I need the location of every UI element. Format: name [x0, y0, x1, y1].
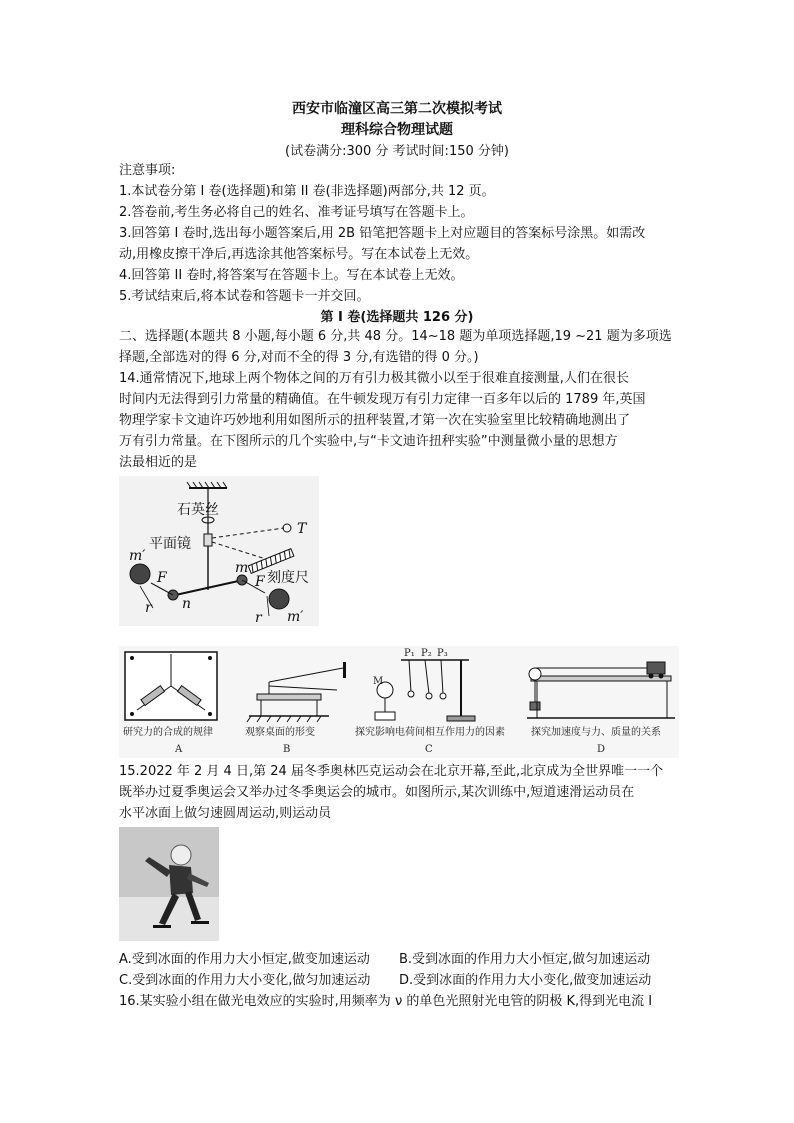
note-item: 5.考试结束后,将本试卷和答题卡一并交回。 — [119, 289, 370, 304]
option-d-caption: 探究加速度与力、质量的关系 — [531, 727, 661, 738]
section-instructions: 二、选择题(本题共 8 小题,每小题 6 分,共 48 分。14~18 题为单项选择题,19 ~21 题为多项选 — [119, 329, 672, 344]
option-b-letter: B — [283, 744, 291, 755]
option-a-letter: A — [175, 744, 183, 755]
question-15-text: 既举办过夏季奥运会又举办过冬季奥运会的城市。如图所示,某次训练中,短道速滑运动员在 — [119, 785, 635, 800]
question-14-text: 万有引力常量。在下图所示的几个实验中,与“卡文迪许扭秤实验”中测量微小量的思想方 — [119, 434, 618, 449]
question-15-text: 水平冰面上做匀速圆周运动,则运动员 — [119, 806, 332, 821]
question-15-text: 15.2022 年 2 月 4 日,第 24 届冬季奥林匹克运动会在北京开幕,至此,北京成为全世界唯一一个 — [119, 764, 664, 779]
section-instructions: 择题,全部选对的得 6 分,对而不全的得 3 分,有选错的得 0 分。) — [119, 350, 479, 365]
option-d-letter: D — [597, 744, 606, 755]
exam-meta: (试卷满分:300 分 考试时间:150 分钟) — [285, 144, 509, 159]
torsion-balance-figure — [119, 476, 319, 626]
note-item: 动,用橡皮擦干净后,再选涂其他答案标号。写在本试卷上无效。 — [119, 247, 479, 262]
note-item: 4.回答第 II 卷时,将答案写在答题卡上。写在本试卷上无效。 — [119, 268, 464, 283]
option-b-caption: 观察桌面的形变 — [245, 727, 315, 738]
label-F-left: F — [157, 570, 167, 586]
notes-heading: 注意事项: — [119, 163, 176, 178]
question-15-option-c: C.受到冰面的作用力大小变化,做匀加速运动 — [119, 973, 371, 988]
question-14-text: 法最相近的是 — [119, 455, 198, 470]
option-a-diagram — [125, 652, 217, 720]
option-c-caption: 探究影响电荷间相互作用力的因素 — [355, 727, 505, 738]
note-item: 1.本试卷分第 I 卷(选择题)和第 II 卷(非选择题)两部分,共 12 页。 — [119, 184, 495, 199]
section-title: 第 I 卷(选择题共 126 分) — [320, 310, 474, 325]
option-a-caption: 研究力的合成的规律 — [123, 727, 213, 738]
label-T: T — [297, 521, 307, 537]
option-c-letter: C — [425, 744, 433, 755]
note-item: 2.答卷前,考生务必将自己的姓名、准考证号填写在答题卡上。 — [119, 205, 474, 220]
label-quartz-fiber: 石英丝 — [177, 502, 219, 518]
exam-title: 西安市临潼区高三第二次模拟考试 — [292, 101, 502, 117]
label-m-prime-right: m′ — [287, 609, 304, 625]
label-m-prime-left: m′ — [129, 548, 146, 564]
label-n: n — [182, 596, 192, 612]
note-item: 3.回答第 I 卷时,选出每小题答案后,用 2B 铅笔把答题卡上对应题目的答案标号涂黑。如需改 — [119, 226, 646, 241]
question-16-text: 16.某实验小组在做光电效应的实验时,用频率为 ν 的单色光照射光电管的阴极 K,得到光电流 I — [119, 994, 653, 1009]
option-c-label-P2: P₂ — [421, 648, 432, 659]
option-c-label-P3: P₃ — [437, 648, 448, 659]
label-mirror: 平面镜 — [149, 536, 191, 552]
exam-subject-title: 理科综合物理试题 — [341, 122, 453, 138]
label-r-left: r — [145, 600, 152, 616]
question-15-option-a: A.受到冰面的作用力大小恒定,做变加速运动 — [119, 952, 370, 967]
experiment-options-figure — [119, 646, 679, 758]
option-c-label-P1: P₁ — [404, 648, 415, 659]
question-15-option-d: D.受到冰面的作用力大小变化,做变加速运动 — [399, 973, 652, 988]
label-m: m — [235, 560, 249, 576]
label-scale: 刻度尺 — [267, 570, 309, 586]
label-F-right: F — [255, 574, 265, 590]
label-r-right: r — [255, 610, 262, 626]
question-14-text: 物理学家卡文迪许巧妙地利用如图所示的扭秤装置,才第一次在实验室里比较精确地测出了 — [119, 413, 631, 428]
option-c-label-M: M — [373, 676, 384, 687]
question-14-text: 时间内无法得到引力常量的精确值。在牛顿发现万有引力定律一百多年以后的 1789 年,英国 — [119, 392, 646, 407]
question-14-text: 14.通常情况下,地球上两个物体之间的万有引力极其微小以至于很难直接测量,人们在很长 — [119, 371, 629, 386]
question-15-option-b: B.受到冰面的作用力大小恒定,做匀加速运动 — [399, 952, 651, 967]
skater-photo — [119, 827, 219, 941]
